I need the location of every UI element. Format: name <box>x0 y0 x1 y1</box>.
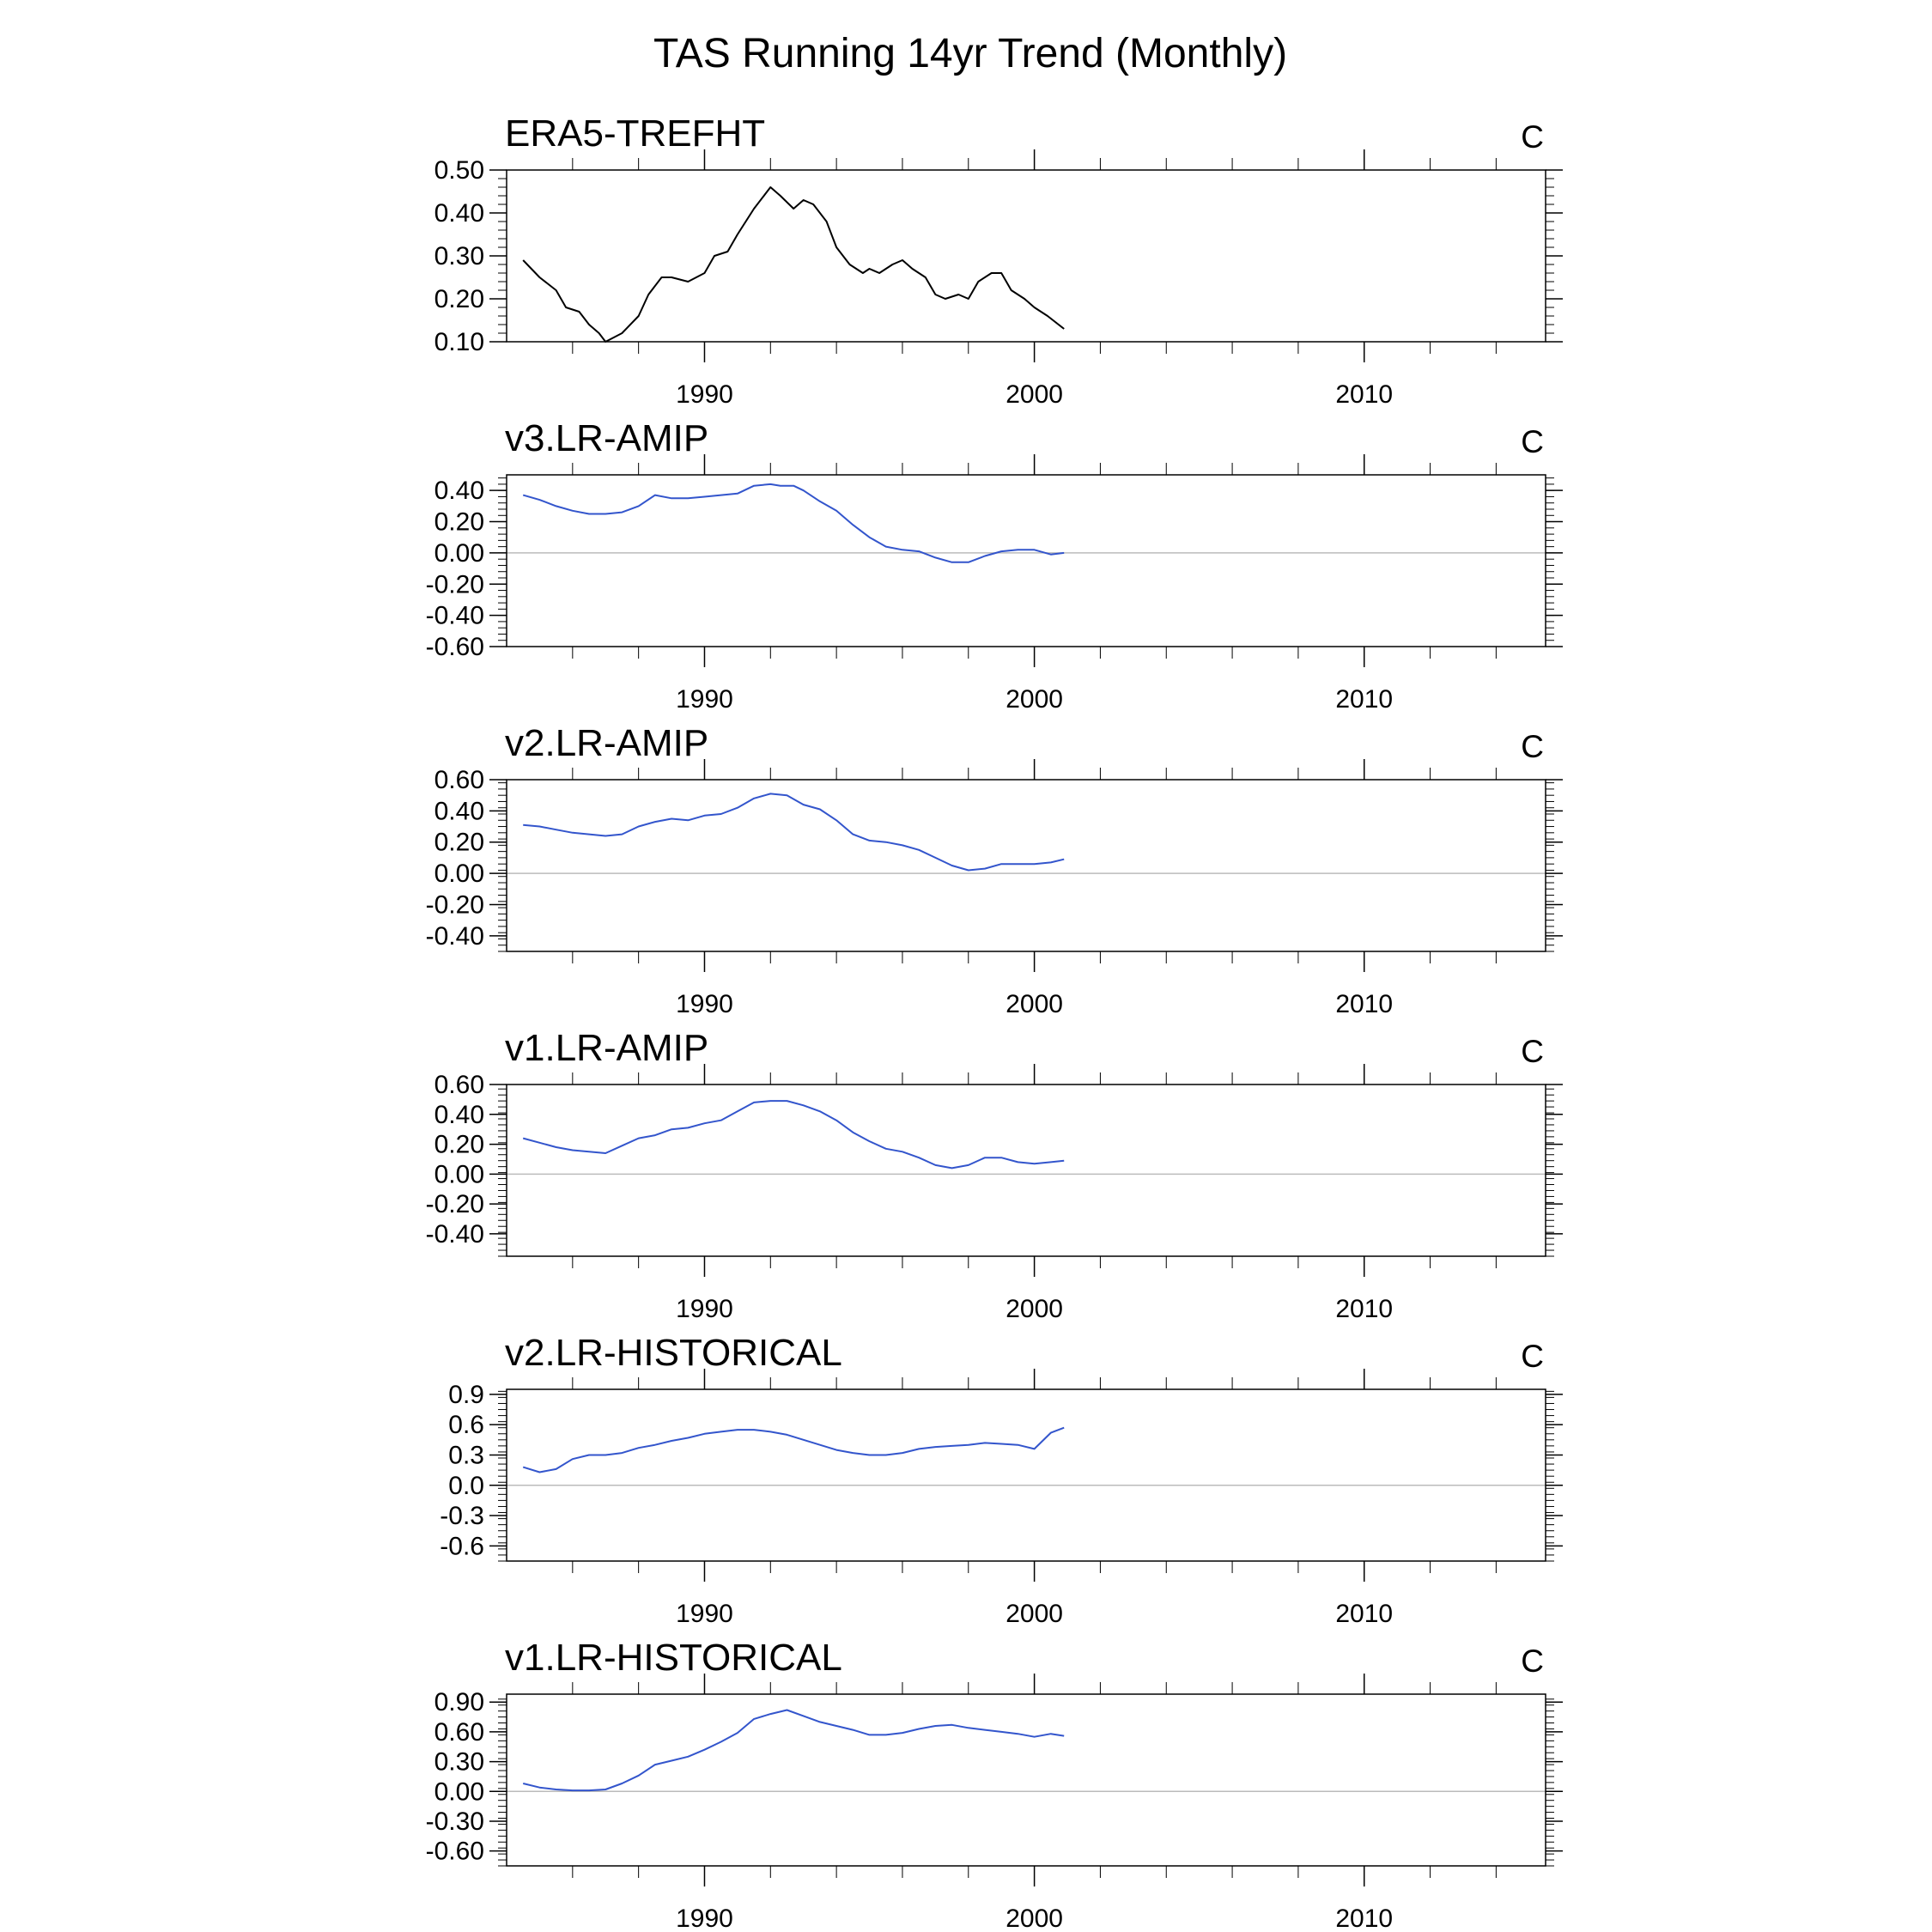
panel-unit: C <box>1521 1339 1544 1374</box>
y-tick-label: -0.30 <box>425 1807 484 1836</box>
y-tick-label: -0.60 <box>425 1837 484 1866</box>
series-line <box>523 1710 1064 1791</box>
y-tick-label: -0.40 <box>425 921 484 951</box>
y-tick-label: -0.20 <box>425 570 484 599</box>
x-tick-label: 2010 <box>1335 685 1394 714</box>
y-tick-label: 0.00 <box>434 1160 484 1189</box>
y-tick-label: -0.3 <box>440 1502 484 1531</box>
series-line <box>523 187 1064 342</box>
y-tick-label: 0.00 <box>434 860 484 889</box>
x-tick-label: 2010 <box>1335 1600 1394 1628</box>
y-tick-label: 0.3 <box>448 1441 484 1470</box>
panel-title: v3.LR-AMIP <box>505 417 709 459</box>
series-line <box>523 793 1064 870</box>
y-tick-label: 0.00 <box>434 538 484 568</box>
panel-title: v2.LR-AMIP <box>505 722 709 764</box>
panel-5 <box>440 1332 1563 1628</box>
y-tick-label: 0.60 <box>434 1717 484 1747</box>
x-tick-label: 2010 <box>1335 380 1394 409</box>
x-tick-label: 2000 <box>1005 1600 1063 1628</box>
y-tick-label: -0.40 <box>425 601 484 630</box>
y-tick-label: 0.20 <box>434 285 484 313</box>
plot-frame <box>507 170 1546 342</box>
x-tick-label: 2000 <box>1005 1295 1063 1323</box>
panel-unit: C <box>1521 424 1544 459</box>
y-tick-label: 0.30 <box>434 242 484 270</box>
y-tick-label: -0.20 <box>425 890 484 920</box>
panel-2 <box>426 417 1563 714</box>
x-tick-label: 2000 <box>1005 685 1063 714</box>
y-tick-label: 0.40 <box>434 1100 484 1129</box>
y-tick-label: -0.60 <box>425 633 484 661</box>
plot-frame <box>507 1084 1546 1256</box>
y-tick-label: -0.40 <box>425 1219 484 1249</box>
panel-unit: C <box>1521 119 1544 155</box>
panel-unit: C <box>1521 729 1544 764</box>
panel-4 <box>426 1027 1563 1323</box>
y-tick-label: 0.40 <box>434 477 484 506</box>
plot-frame <box>507 1694 1546 1866</box>
x-tick-label: 1990 <box>676 1600 733 1628</box>
panel-title: ERA5-TREFHT <box>505 112 766 155</box>
panel-unit: C <box>1521 1034 1544 1069</box>
y-tick-label: 0.30 <box>434 1747 484 1777</box>
panel-6 <box>426 1637 1563 1932</box>
x-tick-label: 2000 <box>1005 380 1063 409</box>
x-tick-label: 2010 <box>1335 1295 1394 1323</box>
y-tick-label: 0.0 <box>448 1471 484 1500</box>
series-line <box>523 1428 1064 1473</box>
y-tick-label: -0.6 <box>440 1532 484 1561</box>
x-tick-label: 1990 <box>676 685 733 714</box>
figure-title: TAS Running 14yr Trend (Monthly) <box>653 31 1288 76</box>
y-tick-label: 0.00 <box>434 1777 484 1807</box>
x-tick-label: 2000 <box>1005 990 1063 1018</box>
panel-3 <box>426 722 1563 1018</box>
x-tick-label: 2000 <box>1005 1905 1063 1932</box>
x-tick-label: 2010 <box>1335 1905 1394 1932</box>
x-tick-label: 2010 <box>1335 990 1394 1018</box>
y-tick-label: 0.9 <box>448 1380 484 1409</box>
panels <box>426 112 1563 1932</box>
panel-title: v1.LR-HISTORICAL <box>505 1637 842 1679</box>
plot-frame <box>507 475 1546 647</box>
y-tick-label: 0.40 <box>434 199 484 228</box>
y-tick-label: 0.20 <box>434 1130 484 1159</box>
y-tick-label: 0.10 <box>434 328 484 356</box>
panel-title: v2.LR-HISTORICAL <box>505 1332 842 1374</box>
x-tick-label: 1990 <box>676 990 733 1018</box>
y-tick-label: -0.20 <box>425 1190 484 1219</box>
series-line <box>523 484 1064 562</box>
y-tick-label: 0.20 <box>434 828 484 857</box>
panel-title: v1.LR-AMIP <box>505 1027 709 1069</box>
x-tick-label: 1990 <box>676 1295 733 1323</box>
plot-frame <box>507 1389 1546 1561</box>
y-tick-label: 0.6 <box>448 1411 484 1440</box>
panel-1 <box>434 112 1563 409</box>
y-tick-label: 0.90 <box>434 1688 484 1717</box>
x-tick-label: 1990 <box>676 1905 733 1932</box>
y-tick-label: 0.40 <box>434 797 484 826</box>
x-tick-label: 1990 <box>676 380 733 409</box>
y-tick-label: 0.60 <box>434 766 484 794</box>
y-tick-label: 0.20 <box>434 507 484 537</box>
series-line <box>523 1101 1064 1168</box>
y-tick-label: 0.50 <box>434 156 484 185</box>
y-tick-label: 0.60 <box>434 1071 484 1099</box>
plot-frame <box>507 780 1546 951</box>
panel-unit: C <box>1521 1643 1544 1679</box>
